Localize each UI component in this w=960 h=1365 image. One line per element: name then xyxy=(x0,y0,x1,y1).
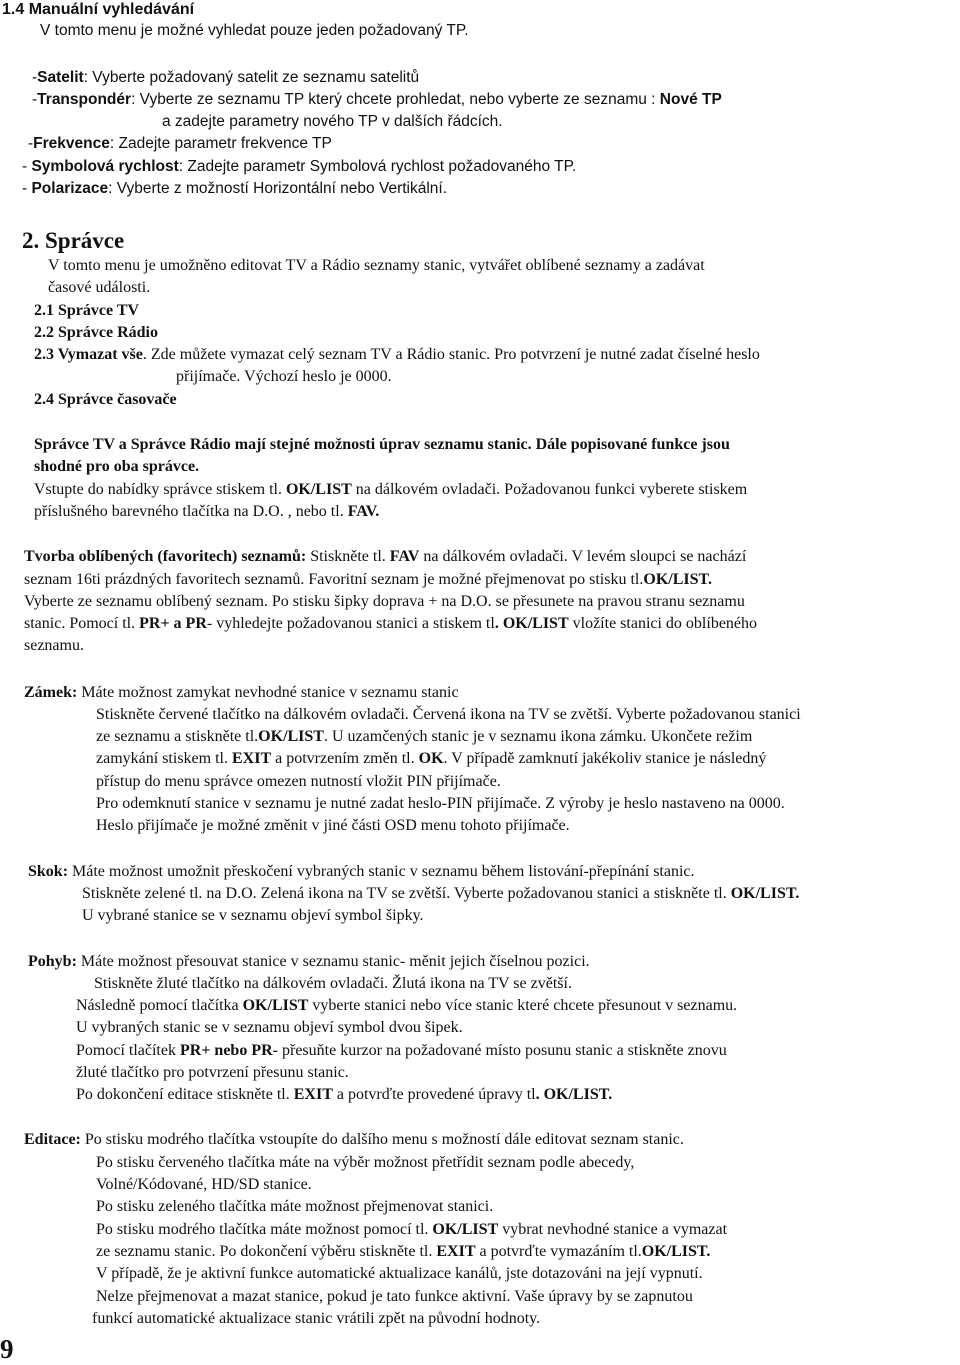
symbol-rate-text: : Zadejte parametr Symbolová rychlost požadovaného TP. xyxy=(178,158,577,175)
lock-line2: Stiskněte červené tlačítko na dálkovém ovladači. Červená ikona na TV se zvětší. Vyberte požadovanou stanici xyxy=(96,706,801,723)
favorites-line3: Vyberte ze seznamu oblíbený seznam. Po stisku šipky doprava + na D.O. se přesunete na pravou stranu seznamu xyxy=(24,593,745,610)
polarization-label: Polarizace xyxy=(31,180,109,197)
satelit-label: Satelit xyxy=(37,69,84,86)
move-label: Pohyb: xyxy=(28,953,77,970)
frekvence-text: : Zadejte parametr frekvence TP xyxy=(109,135,332,152)
polarization-text: : Vyberte z možností Horizontální nebo Vertikální. xyxy=(108,180,448,197)
page-number: 9 xyxy=(0,1334,14,1364)
edit-line8: Nelze přejmenovat a mazat stanice, pokud je tato funkce aktivní. Vaše úpravy by se zapnutou xyxy=(96,1288,693,1305)
new-tp-label: Nové TP xyxy=(659,91,722,108)
favorites-line4: stanic. Pomocí tl. PR+ a PR- vyhledejte požadovanou stanici a stiskem tl. OK/LIST vložíte stanici do oblíbeného xyxy=(24,615,758,632)
subsection-radio-manager: 2.2 Správce Rádio xyxy=(34,324,158,341)
move-line4: U vybraných stanic se v seznamu objeví symbol dvou šipek. xyxy=(76,1019,463,1036)
polarization-line: - Polarizace: Vyberte z možností Horizontální nebo Vertikální. xyxy=(22,180,448,197)
favorites-line5: seznamu. xyxy=(24,637,84,654)
lock-line5: přístup do menu správce omezen nutností vložit PIN přijímače. xyxy=(96,773,501,790)
lock-line7: Heslo přijímače je možné změnit v jiné části OSD menu tohoto přijímače. xyxy=(96,817,570,834)
section-title-manual-search: 1.4 Manuální vyhledávání xyxy=(2,1,195,18)
edit-line5: Po stisku modrého tlačítka máte možnost pomocí tl. OK/LIST vybrat nevhodné stanice a vymazat xyxy=(96,1221,728,1238)
move-line2: Stiskněte žluté tlačítko na dálkovém ovladači. Žlutá ikona na TV se zvětší. xyxy=(94,975,572,992)
edit-label: Editace: xyxy=(24,1131,81,1148)
transponder-label: Transpondér xyxy=(37,91,132,108)
transponder-continuation: a zadejte parametry nového TP v dalších řádcích. xyxy=(162,113,503,130)
frekvence-line: -Frekvence: Zadejte parametr frekvence TP xyxy=(28,135,332,152)
skip-label: Skok: xyxy=(28,863,69,880)
favorites-label: Tvorba oblíbených (favoritech) seznamů: xyxy=(24,548,307,565)
subsection-delete-all: 2.3 Vymazat vše xyxy=(34,346,143,363)
skip-line1: Skok: Máte možnost umožnit přeskočení vybraných stanic v seznamu během listování-přepínání stanic. xyxy=(28,863,695,880)
frekvence-label: Frekvence xyxy=(33,135,110,152)
edit-line7: V případě, že je aktivní funkce automatické aktualizace kanálů, jste dotazováni na její vypnutí. xyxy=(96,1265,703,1282)
edit-line9: funkcí automatické aktualizace stanic vrátili zpět na původní hodnoty. xyxy=(92,1310,541,1327)
transponder-line: -Transpondér: Vyberte ze seznamu TP který chcete prohledat, nebo vyberte ze seznamu : Nové TP xyxy=(32,91,722,108)
common-note-line2: shodné pro oba správce. xyxy=(34,458,200,475)
delete-all-continuation: přijímače. Výchozí heslo je 0000. xyxy=(176,368,392,385)
edit-line6: ze seznamu stanic. Po dokončení výběru stiskněte tl. EXIT a potvrďte vymazáním tl.OK/LIST. xyxy=(96,1243,711,1260)
manager-intro-line1: V tomto menu je umožněno editovat TV a Rádio seznamy stanic, vytvářet oblíbené seznamy a zadávat xyxy=(48,257,705,274)
move-line7: Po dokončení editace stiskněte tl. EXIT a potvrďte provedené úpravy tl. OK/LIST. xyxy=(76,1086,613,1103)
symbol-rate-label: Symbolová rychlost xyxy=(31,158,179,175)
delete-all-line xyxy=(34,345,760,365)
edit-line1: Editace: Po stisku modrého tlačítka vstoupíte do dalšího menu s možností dále editovat seznam stanic. xyxy=(24,1131,684,1148)
subsection-timer-manager: 2.4 Správce časovače xyxy=(34,391,177,408)
satelit-line: -Satelit: Vyberte požadovaný satelit ze seznamu satelitů xyxy=(32,69,420,86)
subsection-tv-manager: 2.1 Správce TV xyxy=(34,302,140,319)
common-note-line4: příslušného barevného tlačítka na D.O. , nebo tl. FAV. xyxy=(34,503,380,520)
section-intro: V tomto menu je možné vyhledat pouze jeden požadovaný TP. xyxy=(40,22,469,39)
lock-line4: zamykání stiskem tl. EXIT a potvrzením změn tl. OK. V případě zamknutí jakékoliv stanice je následný xyxy=(96,750,767,767)
common-note-line3: Vstupte do nabídky správce stiskem tl. OK/LIST na dálkovém ovladači. Požadovanou funkci vyberete stiskem xyxy=(34,481,748,498)
lock-line3: ze seznamu a stiskněte tl.OK/LIST. U uzamčených stanic je v seznamu ikona zámku. Ukončete režim xyxy=(96,728,753,745)
move-line1: Pohyb: Máte možnost přesouvat stanice v seznamu stanic- měnit jejich číselnou pozici. xyxy=(28,953,590,970)
edit-line3: Volné/Kódované, HD/SD stanice. xyxy=(96,1176,312,1193)
section-title-manager: 2. Správce xyxy=(22,228,125,253)
satelit-text: : Vyberte požadovaný satelit ze seznamu satelitů xyxy=(83,69,420,86)
lock-line6: Pro odemknutí stanice v seznamu je nutné zadat heslo-PIN přijímače. Z výroby je heslo nastaveno na 0000. xyxy=(96,795,785,812)
symbol-rate-line: - Symbolová rychlost: Zadejte parametr Symbolová rychlost požadovaného TP. xyxy=(22,158,577,175)
manager-intro-line2: časové události. xyxy=(48,279,151,296)
lock-line1: Zámek: Máte možnost zamykat nevhodné stanice v seznamu stanic xyxy=(24,684,459,701)
lock-label: Zámek: xyxy=(24,684,78,701)
common-note-line1: Správce TV a Správce Rádio mají stejné možnosti úprav seznamu stanic. Dále popisované funkce jsou xyxy=(34,436,730,453)
favorites-line1: Tvorba oblíbených (favoritech) seznamů: Stiskněte tl. FAV na dálkovém ovladači. V levém sloupci se nachází xyxy=(24,548,747,565)
move-line3: Následně pomocí tlačítka OK/LIST vyberte stanici nebo více stanic které chcete přesunout v seznamu. xyxy=(76,997,738,1014)
edit-line2: Po stisku červeného tlačítka máte na výběr možnost přetřídit seznam podle abecedy, xyxy=(96,1154,635,1171)
edit-line4: Po stisku zeleného tlačítka máte možnost přejmenovat stanici. xyxy=(96,1198,494,1215)
transponder-text: : Vyberte ze seznamu TP který chcete prohledat, nebo vyberte ze seznamu : xyxy=(131,91,660,108)
move-line5: Pomocí tlačítek PR+ nebo PR- přesuňte kurzor na požadované místo posunu stanic a stiskněte znovu xyxy=(76,1042,727,1059)
delete-all-text: . Zde můžete vymazat celý seznam TV a Rádio stanic. Pro potvrzení je nutné zadat číselné heslo xyxy=(142,346,760,363)
skip-line3: U vybrané stanice se v seznamu objeví symbol šipky. xyxy=(82,907,424,924)
skip-line2: Stiskněte zelené tl. na D.O. Zelená ikona na TV se zvětší. Vyberte požadovanou stanici a stiskněte tl. OK/LIST. xyxy=(82,885,800,902)
favorites-line2: seznam 16ti prázdných favoritech seznamů. Favoritní seznam je možné přejmenovat po stisku tl.OK/LIST. xyxy=(24,571,712,588)
move-line6: žluté tlačítko pro potvrzení přesunu stanic. xyxy=(76,1064,349,1081)
